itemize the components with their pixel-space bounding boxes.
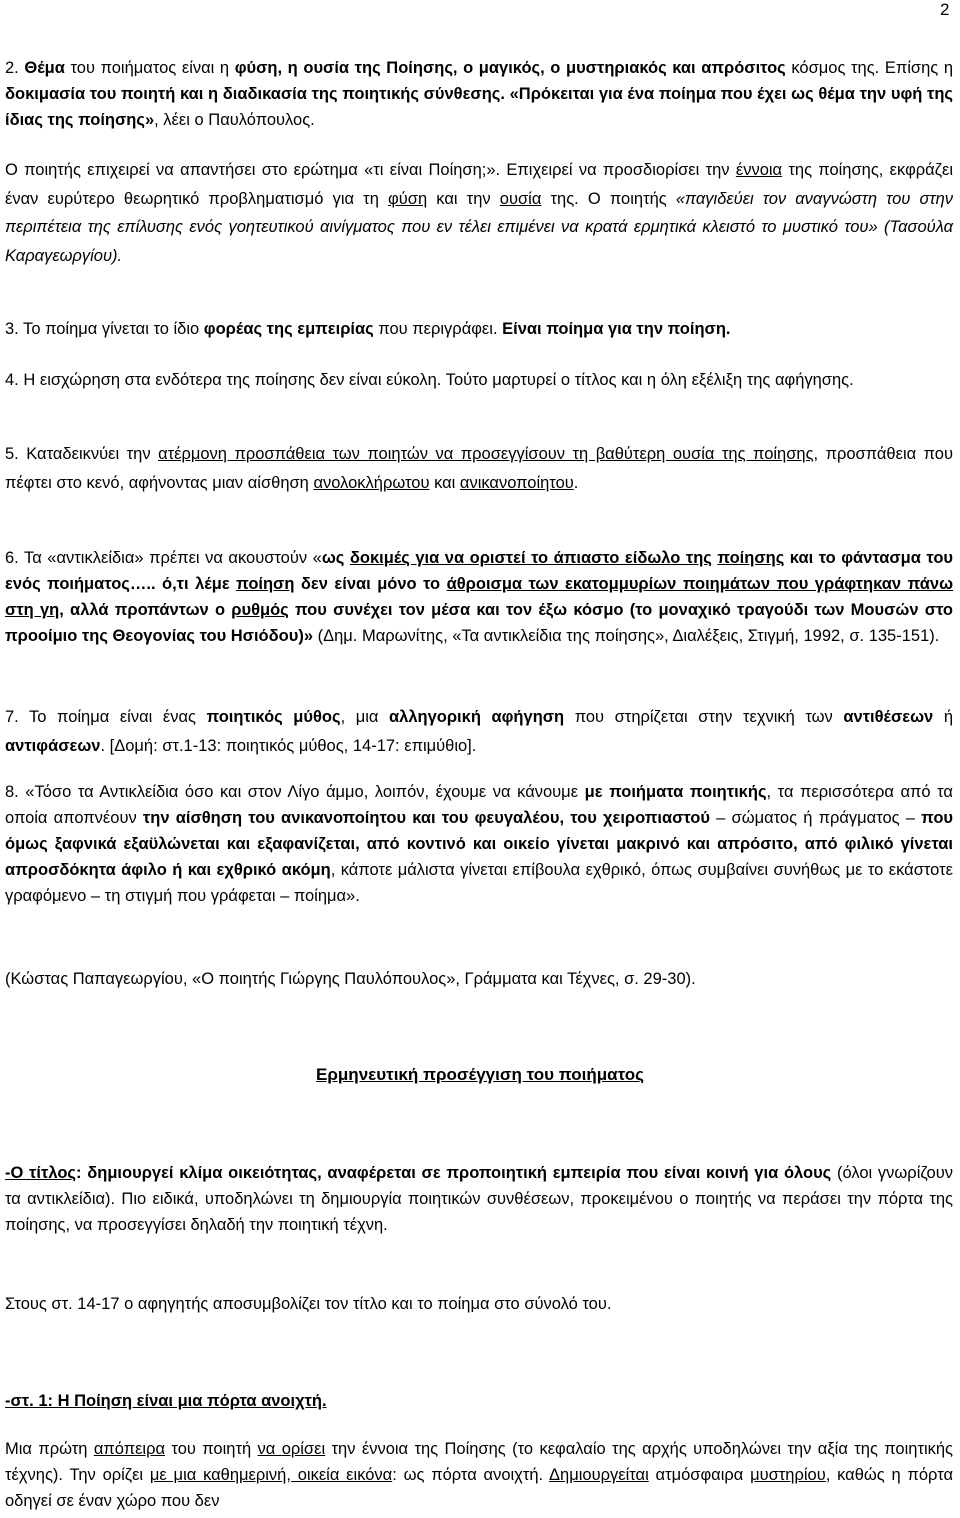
title-paragraph: -Ο τίτλος: δημιουργεί κλίμα οικειότητας, αναφέρεται σε προποιητική εμπειρία που είναι κοινή για όλους (όλοι γνωρίζουν τα αντικλείδια). Πιο ειδικά, υποδηλώνει τη δημιουργία ποιητικών συνθέσεων, προκειμένου ο ποιητής να περάσει την πόρτα της ποίησης, να προσεγγίσει δηλαδή την ποιητική τέχνη. [5, 1164, 953, 1234]
verse-1-paragraph: Μια πρώτη απόπειρα του ποιητή να ορίσει την έννοια της Ποίησης (το κεφαλαίο της αρχής υποδηλώνει την αξία της ποιητικής τέχνης). Την ορίζει με μια καθημερινή, οικεία εικόνα: ως πόρτα ανοιχτή. Δημιουργείται ατμόσφαιρα μυστηρίου, καθώς η πόρτα οδηγεί σε έναν χώρο που δεν [5, 1440, 954, 1510]
paragraph-2: 2. Θέμα του ποιήματος είναι η φύση, η ουσία της Ποίησης, ο μαγικός, ο μυστηριακός και απρόσιτος κόσμος της. Επίσης η δοκιμασία του ποιητή και η διαδικασία της ποιητικής σύνθεσης. «Πρόκειται για ένα ποίημα που έχει ως θέμα την υφή της ίδιας της ποίησης», λέει ο Παυλόπουλος. [5, 59, 953, 129]
page-number: 2 [940, 0, 950, 19]
verse-1-heading: -στ. 1: Η Ποίηση είναι μια πόρτα ανοιχτή. [5, 1392, 327, 1410]
paragraph-3: 3. Το ποίημα γίνεται το ίδιο φορέας της εμπειρίας που περιγράφει. Είναι ποίημα για την ποίηση. [5, 320, 731, 338]
paragraph-2-continued: Ο ποιητής επιχειρεί να απαντήσει στο ερώτημα «τι είναι Ποίηση;». Επιχειρεί να προσδιορίσει την έννοια της ποίησης, εκφράζει έναν ευρύτερο θεωρητικό προβληματισμό για τη φύση και την ουσία της. Ο ποιητής «παγιδεύει τον αναγνώστη του στην περιπέτεια της επίλυσης ενός γοητευτικού αινίγματος που εν τέλει επιμένει να κρατά ερμητικά κλειστό το μυστικό του» (Τασούλα Καραγεωργίου). [5, 161, 953, 265]
lines-14-17-paragraph: Στους στ. 14-17 ο αφηγητής αποσυμβολίζει τον τίτλο και το ποίημα στο σύνολό του. [5, 1295, 612, 1313]
paragraph-4: 4. Η εισχώρηση στα ενδότερα της ποίησης δεν είναι εύκολη. Τούτο μαρτυρεί ο τίτλος και η όλη εξέλιξη της αφήγησης. [5, 371, 854, 389]
paragraph-6: 6. Τα «αντικλείδια» πρέπει να ακουστούν «ως δοκιμές για να οριστεί το άπιαστο είδωλο της ποίησης και το φάντασμα του ενός ποιήματος….. ό,τι λέμε ποίηση δεν είναι μόνο το άθροισμα των εκατομμυρίων ποιημάτων που γράφτηκαν πάνω στη γη, αλλά προπάντων ο ρυθμός που συνέχει τον μέσα και τον έξω κόσμο (το μοναχικό τραγούδι των Μουσών στο προοίμιο της Θεογονίας του Ησιόδου)» (Δημ. Μαρωνίτης, «Τα αντικλείδια της ποίησης», Διαλέξεις, Στιγμή, 1992, σ. 135-151). [5, 549, 954, 645]
paragraph-5: 5. Καταδεικνύει την ατέρμονη προσπάθεια των ποιητών να προσεγγίσουν τη βαθύτερη ουσία της ποίησης, προσπάθεια που πέφτει στο κενό, αφήνοντας μιαν αίσθηση ανολοκλήρωτου και ανικανοποίητου. [5, 445, 953, 492]
section-heading: Ερμηνευτική προσέγγιση του ποιήματος [316, 1065, 644, 1084]
citation: (Κώστας Παπαγεωργίου, «Ο ποιητής Γιώργης Παυλόπουλος», Γράμματα και Τέχνες, σ. 29-30). [5, 970, 696, 988]
paragraph-7: 7. Το ποίημα είναι ένας ποιητικός μύθος, μια αλληγορική αφήγηση που στηρίζεται στην τεχνική των αντιθέσεων ή αντιφάσεων. [Δομή: στ.1-13: ποιητικός μύθος, 14-17: επιμύθιο]. [5, 708, 953, 755]
paragraph-8: 8. «Τόσο τα Αντικλείδια όσο και στον Λίγο άμμο, λοιπόν, έχουμε να κάνουμε με ποιήματα ποιητικής, τα περισσότερα από τα οποία αποπνέουν την αίσθηση του ανικανοποίητου και του φευγαλέου, του χειροπιαστού – σώματος ή πράγματος – που όμως ξαφνικά εξαϋλώνεται και εξαφανίζεται, από κοντινό και οικείο γίνεται μακρινό και απρόσιτο, από φιλικό γίνεται απροσδόκητα άφιλο ή και εχθρικό ακόμη, κάποτε μάλιστα γίνεται επίβουλα εχθρικό, όπως συμβαίνει συνήθως με το εκάστοτε γραφόμενο – τη στιγμή που γράφεται – ποίημα». [5, 783, 954, 905]
